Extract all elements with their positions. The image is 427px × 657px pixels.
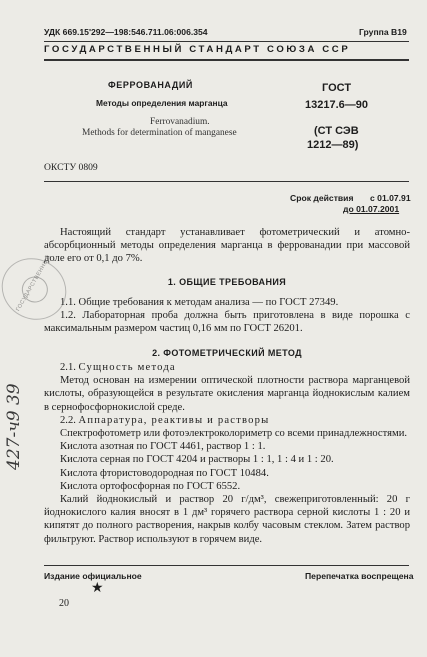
doc-subtitle: Методы определения марганца bbox=[96, 98, 228, 108]
section-1-body bbox=[44, 296, 410, 336]
subtitle-en: Methods for determination of manganese bbox=[82, 128, 237, 138]
validity-to: до 01.07.2001 bbox=[343, 204, 400, 214]
standard-name: ГОСУДАРСТВЕННЫЙ СТАНДАРТ СОЮЗА ССР bbox=[44, 44, 351, 55]
validity-from: с 01.07.91 bbox=[370, 193, 411, 203]
gost-label: ГОСТ bbox=[322, 82, 352, 94]
validity-label: Срок действия bbox=[290, 193, 354, 203]
okstu-code: ОКСТУ 0809 bbox=[44, 162, 98, 173]
para-2-1-num: 2.1. bbox=[60, 362, 76, 373]
page-number: 20 bbox=[59, 598, 69, 609]
doc-title: ФЕРРОВАНАДИЙ bbox=[108, 80, 194, 90]
para-2-2-heading bbox=[44, 414, 410, 427]
header-rule-bottom bbox=[44, 59, 409, 61]
intro-paragraph bbox=[44, 226, 410, 266]
handwritten-note: 427-ч9 39 bbox=[4, 383, 24, 470]
stamp-text: ГОСУДАРСТВЕННЫЙ bbox=[15, 254, 53, 313]
para-2-2-a: Спектрофотометр или фотоэлектроколориметр со всеми принадлежностями. bbox=[60, 428, 408, 440]
para-2-2-e: Кислота ортофосфорная по ГОСТ 6552. bbox=[60, 480, 241, 492]
section-2-heading: 2. ФОТОМЕТРИЧЕСКИЙ МЕТОД bbox=[152, 348, 302, 358]
udk-code: УДК 669.15'292—198:546.711.06:006.354 bbox=[44, 27, 208, 37]
para-2-2-b: Кислота азотная по ГОСТ 4461, раствор 1 : 1. bbox=[60, 441, 266, 453]
para-2-2-num: 2.2. bbox=[60, 414, 76, 426]
para-2-1-title: Сущность метода bbox=[78, 362, 176, 373]
para-2-2-d: Кислота фтористоводородная по ГОСТ 10484. bbox=[60, 467, 269, 479]
para-1-1: 1.1. Общие требования к методам анализа — по ГОСТ 27349. bbox=[60, 297, 339, 308]
reprint-forbidden: Перепечатка воспрещена bbox=[305, 571, 414, 581]
para-2-2-f: Калий йоднокислый и раствор 20 г/дм³, свежеприготовленный: 20 г йоднокислого калия вносят в 1 дм³ горячего раствора серной кислоты 1 : 20 и кипятят до полного растворения, накрыв колбу часовым стеклом. Затем раствор фильтруют. Раствор используют в горячем виде. bbox=[44, 494, 410, 545]
section-1-heading: 1. ОБЩИЕ ТРЕБОВАНИЯ bbox=[167, 277, 287, 287]
para-2-2-c: Кислота серная по ГОСТ 4204 и растворы 1 : 1, 1 : 4 и 1 : 20. bbox=[60, 454, 334, 466]
header-rule-top bbox=[44, 41, 409, 42]
st-sev-line1: (СТ СЭВ bbox=[314, 125, 359, 137]
para-2-2-title: Аппаратура, реактивы и растворы bbox=[78, 414, 270, 426]
gost-number: 13217.6—90 bbox=[305, 99, 368, 111]
intro-text: Настоящий стандарт устанавливает фотометрический и атомно-абсорбционный методы определения марганца в феррованадии при массовой доле его от 0,1 до 7%. bbox=[44, 227, 410, 265]
star-icon: ★ bbox=[91, 581, 104, 596]
footer-rule bbox=[44, 565, 409, 566]
group-code: Группа В19 bbox=[359, 27, 407, 37]
official-edition: Издание официальное bbox=[44, 571, 142, 581]
section-2-body bbox=[44, 361, 410, 546]
para-2-1-heading bbox=[44, 361, 410, 374]
title-en: Ferrovanadium. bbox=[150, 117, 210, 127]
para-1-2: 1.2. Лабораторная проба должна быть приготовлена в виде порошка с максимальным размером частиц 0,16 мм по ГОСТ 26201. bbox=[44, 310, 410, 335]
st-sev-line2: 1212—89) bbox=[307, 139, 359, 151]
title-rule bbox=[44, 181, 409, 182]
para-2-1-text: Метод основан на измерении оптической плотности раствора марганцевой кислоты, образующейся в результате окисления марганца йоднокислым калием в сернофосфорнокислой среде. bbox=[44, 375, 410, 413]
